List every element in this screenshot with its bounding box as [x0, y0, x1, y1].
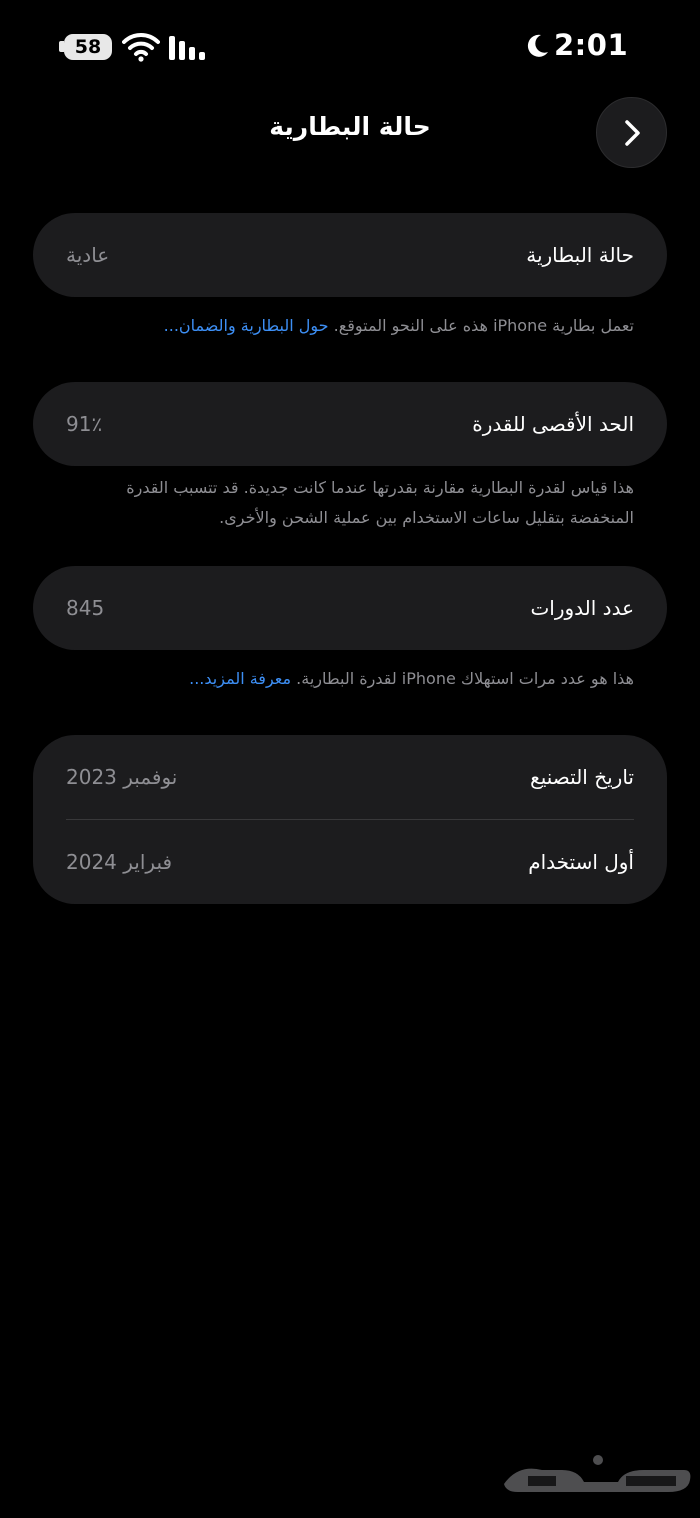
learn-more-link[interactable]: معرفة المزيد... — [189, 669, 292, 688]
battery-health-label: حالة البطارية — [526, 243, 634, 267]
cycle-count-card — [33, 566, 667, 650]
battery-health-row[interactable] — [33, 213, 667, 297]
first-use-value: فبراير 2024 — [66, 850, 173, 874]
back-button[interactable] — [596, 97, 667, 168]
clock: 2:01 — [554, 28, 629, 62]
cycle-count-footnote-text: هذا هو عدد مرات استهلاك iPhone لقدرة البطارية. — [296, 669, 634, 688]
wifi-icon — [122, 32, 160, 62]
battery-health-value: عادية — [66, 243, 110, 267]
moon-icon — [524, 33, 550, 59]
first-use-row — [33, 820, 667, 904]
battery-health-footnote — [66, 311, 634, 341]
dates-card — [33, 735, 667, 904]
manufacture-date-label: تاريخ التصنيع — [530, 765, 634, 789]
maximum-capacity-label: الحد الأقصى للقدرة — [472, 412, 634, 436]
maximum-capacity-row — [33, 382, 667, 466]
cycle-count-row — [33, 566, 667, 650]
maximum-capacity-footnote: هذا قياس لقدرة البطارية مقارنة بقدرتها عندما كانت جديدة. قد تتسبب القدرة المنخفضة بتقليل ساعات الاستخدام بين عملية الشحن والأخرى. — [126, 478, 634, 527]
battery-warranty-link[interactable]: حول البطارية والضمان... — [163, 316, 329, 335]
first-use-label: أول استخدام — [528, 850, 634, 874]
battery-level: 58 — [74, 36, 102, 58]
chevron-right-icon — [620, 118, 644, 148]
manufacture-date-row — [33, 735, 667, 819]
battery-icon — [64, 34, 112, 60]
battery-health-footnote-text: تعمل بطارية iPhone هذه على النحو المتوقع. — [333, 316, 634, 335]
page-title: حالة البطارية — [269, 112, 431, 141]
status-bar — [0, 0, 700, 96]
haraj-watermark-logo — [498, 1440, 696, 1500]
cycle-count-footnote — [66, 664, 634, 694]
manufacture-date-value: نوفمبر 2023 — [66, 765, 178, 789]
signal-icon — [168, 35, 206, 61]
maximum-capacity-value: 91٪ — [66, 412, 103, 436]
cycle-count-value: 845 — [66, 596, 105, 620]
battery-health-card[interactable] — [33, 213, 667, 297]
cycle-count-label: عدد الدورات — [530, 596, 634, 620]
maximum-capacity-card — [33, 382, 667, 466]
